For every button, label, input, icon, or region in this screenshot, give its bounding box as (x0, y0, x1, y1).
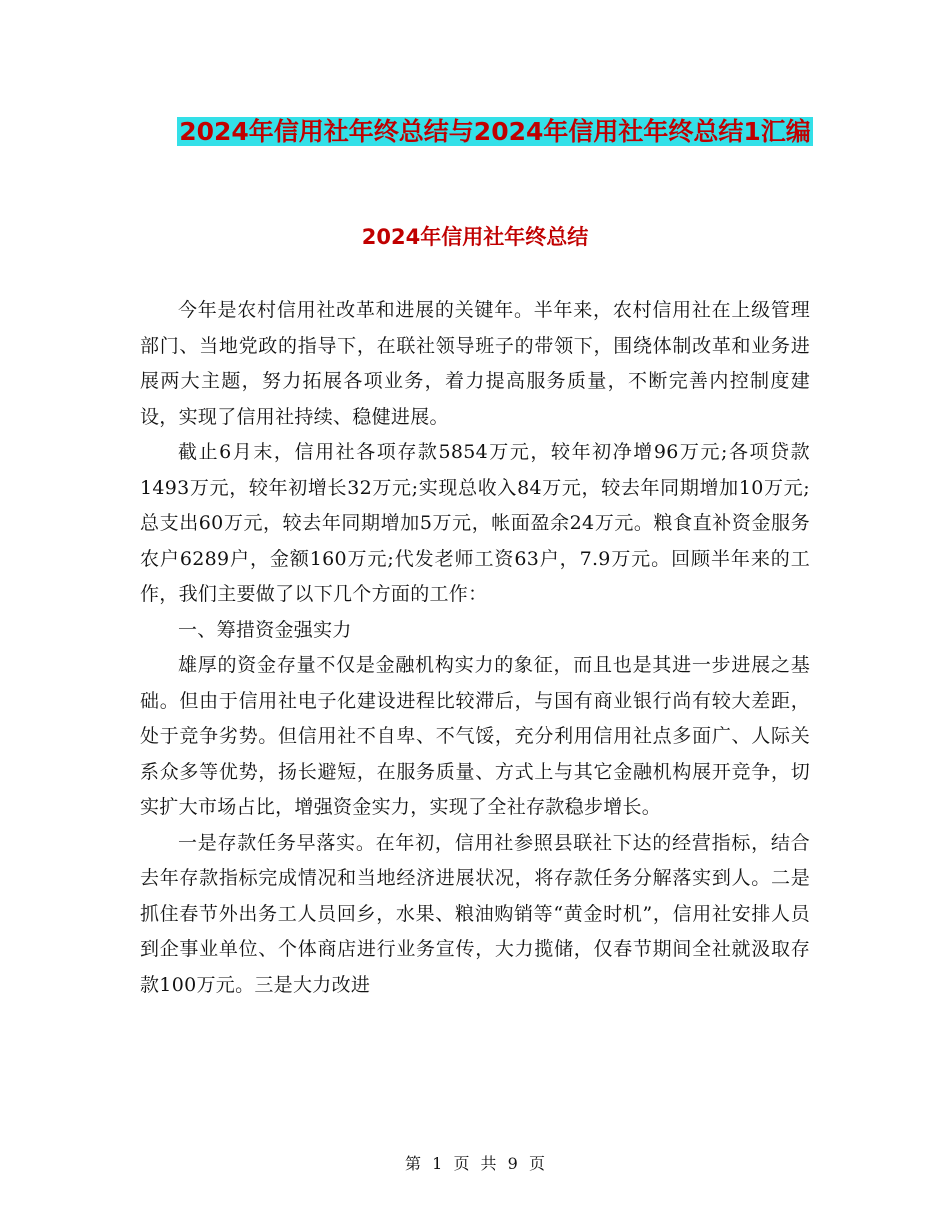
document-body (140, 293, 810, 1003)
footer-total-pages: 9 (507, 1154, 518, 1173)
document-title (150, 112, 840, 152)
section-heading: 一、筹措资金强实力 (178, 618, 352, 641)
footer-page-label: 页 (453, 1154, 470, 1173)
footer-total-label: 共 (480, 1154, 497, 1173)
paragraph: 截止6月末，信用社各项存款5854万元，较年初净增96万元;各项贷款1493万元，较年初增长32万元;实现总收入84万元，较去年同期增加10万元;总支出60万元，较去年同期增加5万元，帐面盈余24万元。粮食直补资金服务农户6289户，金额160万元;代发老师工资63户，7.9万元。回顾半年来的工作，我们主要做了以下几个方面的工作： (140, 441, 810, 605)
paragraph: 今年是农村信用社改革和进展的关键年。半年来，农村信用社在上级管理部门、当地党政的指导下，在联社领导班子的带领下，围绕体制改革和业务进展两大主题，努力拓展各项业务，着力提高服务质量，不断完善内控制度建设，实现了信用社持续、稳健进展。 (140, 299, 810, 428)
section-title: 2024年信用社年终总结 (361, 225, 589, 249)
document-title-text: 2024年信用社年终总结与2024年信用社年终总结1汇编 (179, 117, 811, 146)
paragraph: 一是存款任务早落实。在年初，信用社参照县联社下达的经营指标，结合去年存款指标完成情况和当地经济进展状况，将存款任务分解落实到人。二是抓住春节外出务工人员回乡，水果、粮油购销等“黄金时机”，信用社安排人员到企事业单位、个体商店进行业务宣传，大力揽储，仅春节期间全社就汲取存款100万元。三是大力改进 (140, 831, 810, 996)
footer-prefix: 第 (405, 1154, 422, 1173)
footer-suffix: 页 (528, 1154, 545, 1173)
page-footer (0, 1152, 950, 1176)
paragraph: 雄厚的资金存量不仅是金融机构实力的象征，而且也是其进一步进展之基础。但由于信用社电子化建设进程比较滞后，与国有商业银行尚有较大差距，处于竞争劣势。但信用社不自卑、不气馁，充分利用信用社点多面广、人际关系众多等优势，扬长避短，在服务质量、方式上与其它金融机构展开竞争，切实扩大市场占比，增强资金实力，实现了全社存款稳步增长。 (140, 654, 810, 818)
footer-current-page: 1 (432, 1154, 443, 1173)
